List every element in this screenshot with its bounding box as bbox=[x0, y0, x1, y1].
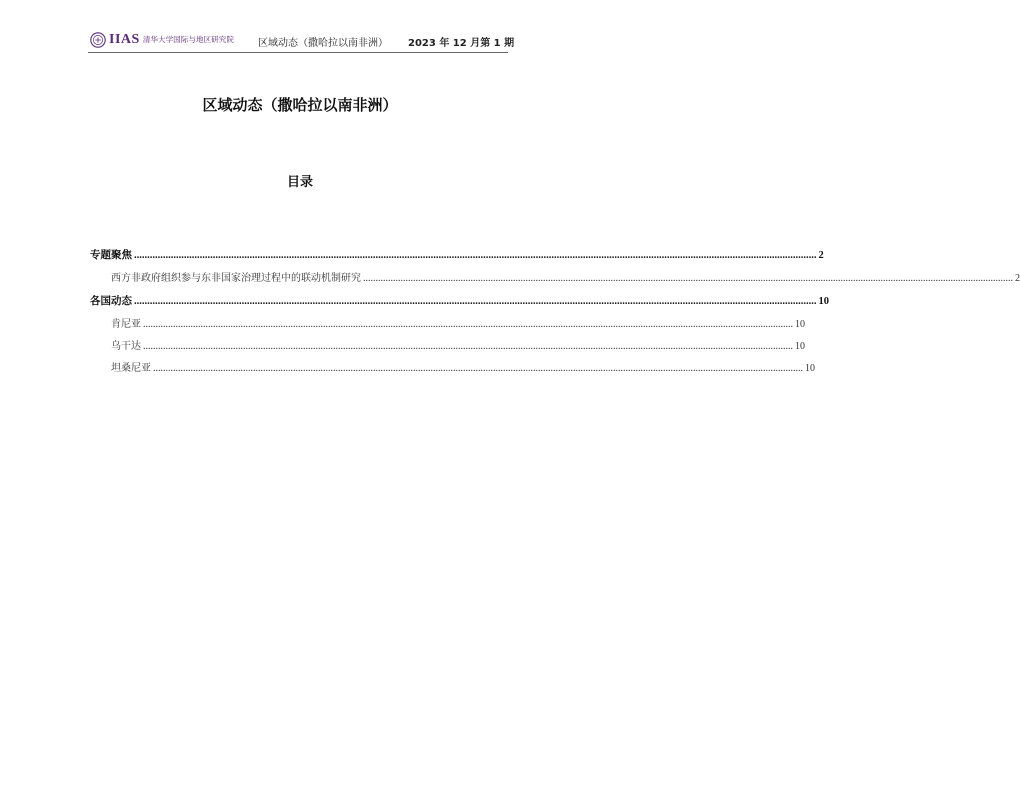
logo-institute-name: 清华大学国际与地区研究院 bbox=[142, 35, 234, 45]
toc-leader-dots: .................................................................................................................................................................................................................................................................... bbox=[143, 341, 793, 352]
toc-subsection-entry[interactable] bbox=[90, 341, 805, 353]
toc-page-number: 10 bbox=[795, 341, 805, 352]
document-title: 区域动态（撒哈拉以南非洲） bbox=[202, 96, 398, 114]
toc-section-entry[interactable] bbox=[90, 249, 824, 261]
institute-logo bbox=[90, 31, 234, 49]
toc-entry-label: 坦桑尼亚 bbox=[111, 363, 151, 374]
toc-leader-dots: .................................................................................................................................................................................................................................................................... bbox=[363, 273, 1013, 284]
toc-entry-label: 乌干达 bbox=[111, 341, 141, 352]
logo-abbreviation: IIAS bbox=[109, 32, 140, 47]
toc-subsection-entry[interactable] bbox=[90, 363, 815, 375]
toc-leader-dots: .................................................................................................................................................................................................................................................................... bbox=[153, 363, 803, 374]
toc-entry-label: 专题聚焦 bbox=[90, 249, 132, 261]
toc-leader-dots: .................................................................................................................................................................................................................................................................... bbox=[143, 319, 793, 330]
toc-section-entry[interactable] bbox=[90, 295, 829, 307]
toc-entry-label: 各国动态 bbox=[90, 295, 132, 307]
toc-leader-dots: .................................................................................................................................................................................................................................................................... bbox=[134, 296, 817, 307]
toc-page-number: 10 bbox=[818, 296, 829, 307]
toc-page-number: 2 bbox=[818, 250, 824, 261]
toc-leader-dots: .................................................................................................................................................................................................................................................................... bbox=[134, 250, 817, 261]
toc-entry-label: 西方非政府组织参与东非国家治理过程中的联动机制研究 bbox=[111, 273, 361, 284]
header-issue-title: 区域动态（撒哈拉以南非洲） bbox=[258, 38, 388, 49]
toc-page-number: 10 bbox=[805, 363, 815, 374]
header-issue-date: 2023 年 12 月第 1 期 bbox=[408, 38, 515, 49]
table-of-contents bbox=[90, 249, 1020, 385]
university-seal-icon bbox=[90, 32, 106, 48]
toc-page-number: 2 bbox=[1015, 273, 1020, 284]
toc-page-number: 10 bbox=[795, 319, 805, 330]
toc-entry-label: 肯尼亚 bbox=[111, 319, 141, 330]
toc-heading: 目录 bbox=[286, 175, 313, 190]
toc-subsection-entry[interactable] bbox=[90, 319, 805, 331]
page-header bbox=[88, 30, 515, 53]
toc-subsection-entry[interactable] bbox=[90, 273, 1020, 285]
